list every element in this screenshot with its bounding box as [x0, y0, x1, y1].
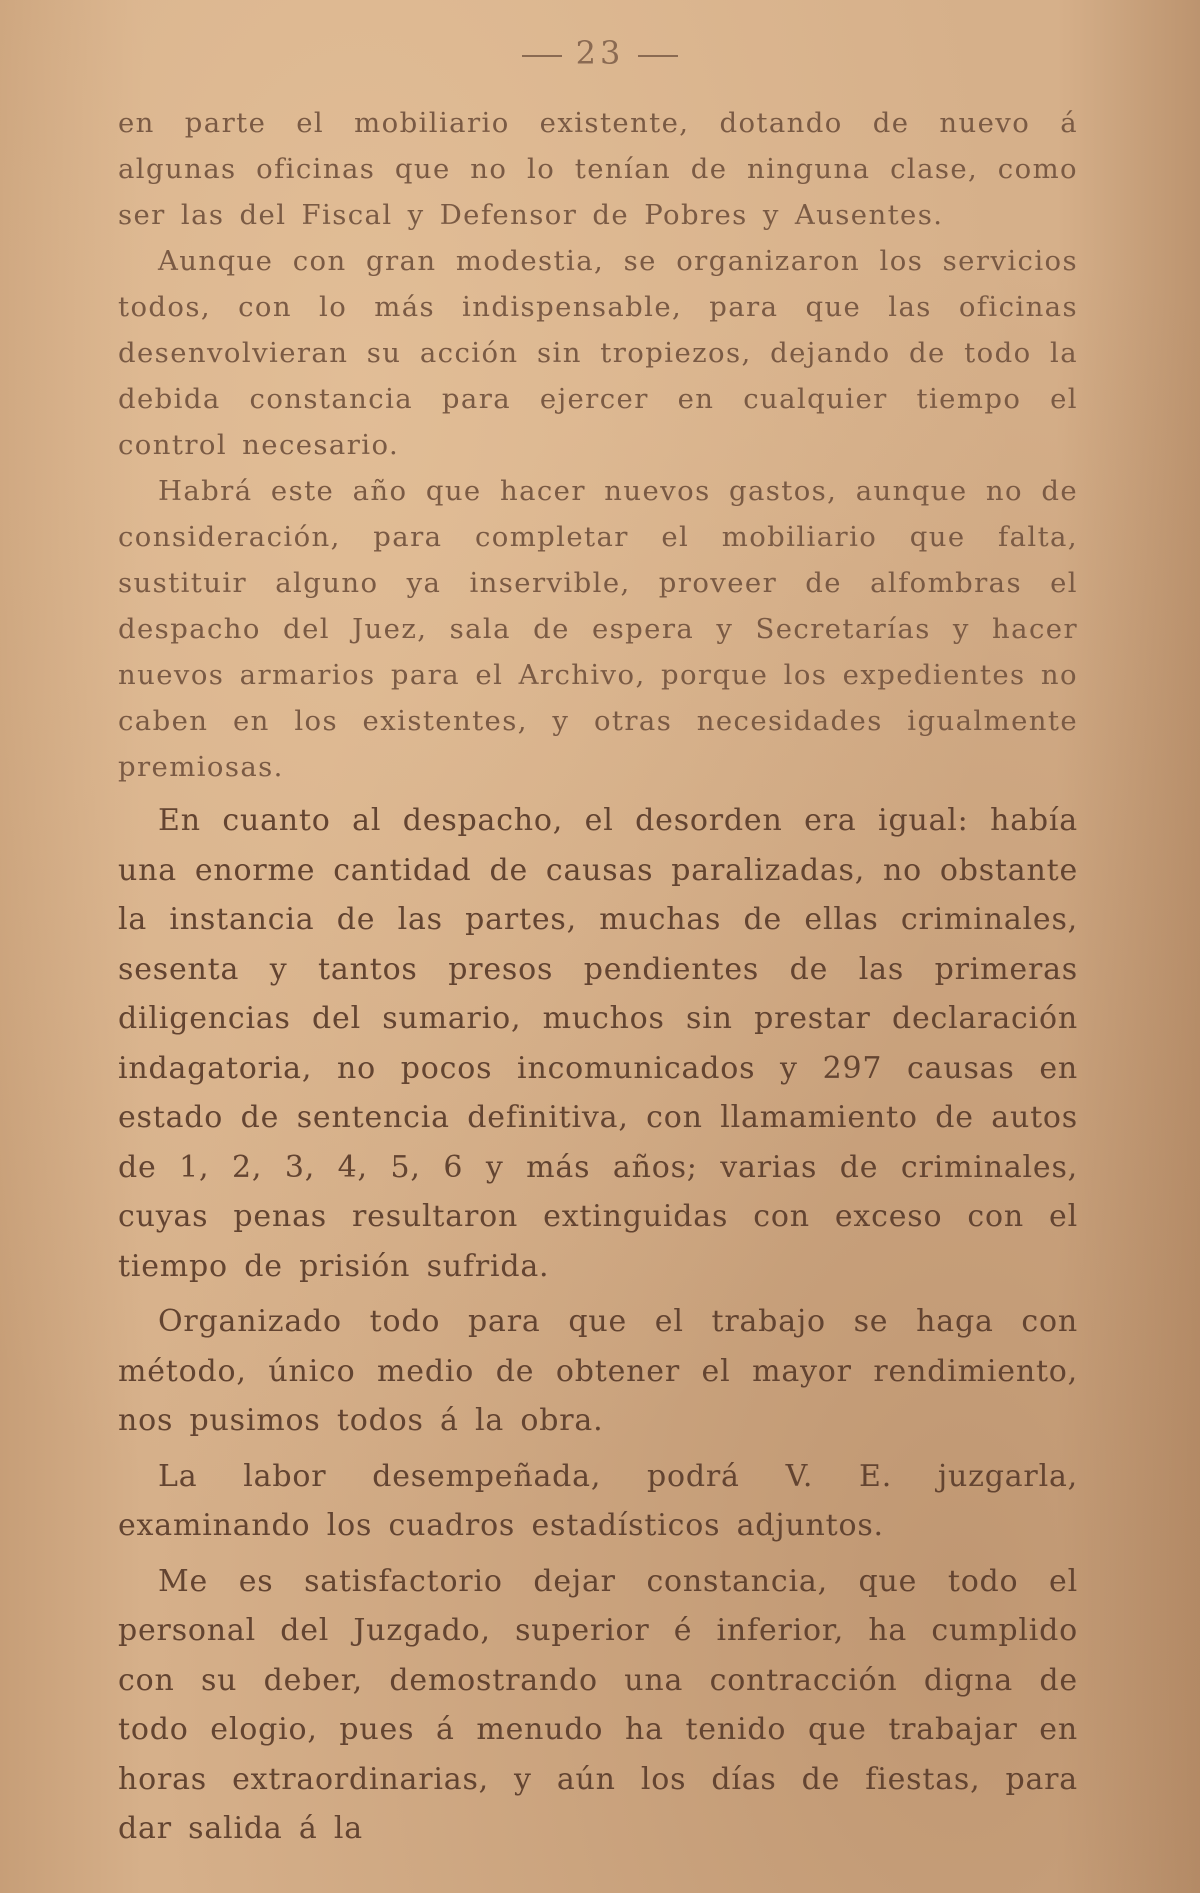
paragraph-6: La labor desempeñada, podrá V. E. juzgarla, examinando los cuadros estadísticos adjuntos.: [118, 1458, 1078, 1543]
paragraph-2: Aunque con gran modestia, se organizaron los servicios todos, con lo más indispensable, para que las oficinas desenvolvieran su acción sin tropiezos, dejando de todo la debida constancia para ejercer en cualquier tiempo el control necesario.: [118, 245, 1078, 461]
right-dash: [638, 55, 678, 57]
left-dash: [522, 55, 562, 57]
body-text: [118, 100, 1078, 1854]
page-number: 23: [575, 34, 625, 72]
paragraph-7: Me es satisfactorio dejar constancia, que todo el personal del Juzgado, superior é inferior, ha cumplido con su deber, demostrando una contracción digna de todo elogio, pues á menudo ha tenido que trabajar en horas extraordinarias, y aún los días de fiestas, para dar salida á la: [118, 1563, 1078, 1846]
paragraph-3: Habrá este año que hacer nuevos gastos, aunque no de consideración, para completar el mobiliario que falta, sustituir alguno ya inservible, proveer de alfombras el despacho del Juez, sala de espera y Secretarías y hacer nuevos armarios para el Archivo, porque los expedientes no caben en los existentes, y otras necesidades igualmente premiosas.: [118, 475, 1078, 783]
paragraph-4: En cuanto al despacho, el desorden era igual: había una enorme cantidad de causas paralizadas, no obstante la instancia de las partes, muchas de ellas criminales, sesenta y tantos presos pendientes de las primeras diligencias del sumario, muchos sin prestar declaración indagatoria, no pocos incomunicados y 297 causas en estado de sentencia definitiva, con llamamiento de autos de 1, 2, 3, 4, 5, 6 y más años; varias de criminales, cuyas penas resultaron extinguidas con exceso con el tiempo de prisión sufrida.: [118, 803, 1078, 1284]
paragraph-1: en parte el mobiliario existente, dotando de nuevo á algunas oficinas que no lo tenían de ninguna clase, como ser las del Fiscal y Defensor de Pobres y Ausentes.: [118, 107, 1078, 231]
page-number-header: [0, 34, 1200, 72]
paragraph-5: Organizado todo para que el trabajo se haga con método, único medio de obtener el mayor rendimiento, nos pusimos todos á la obra.: [118, 1304, 1078, 1438]
